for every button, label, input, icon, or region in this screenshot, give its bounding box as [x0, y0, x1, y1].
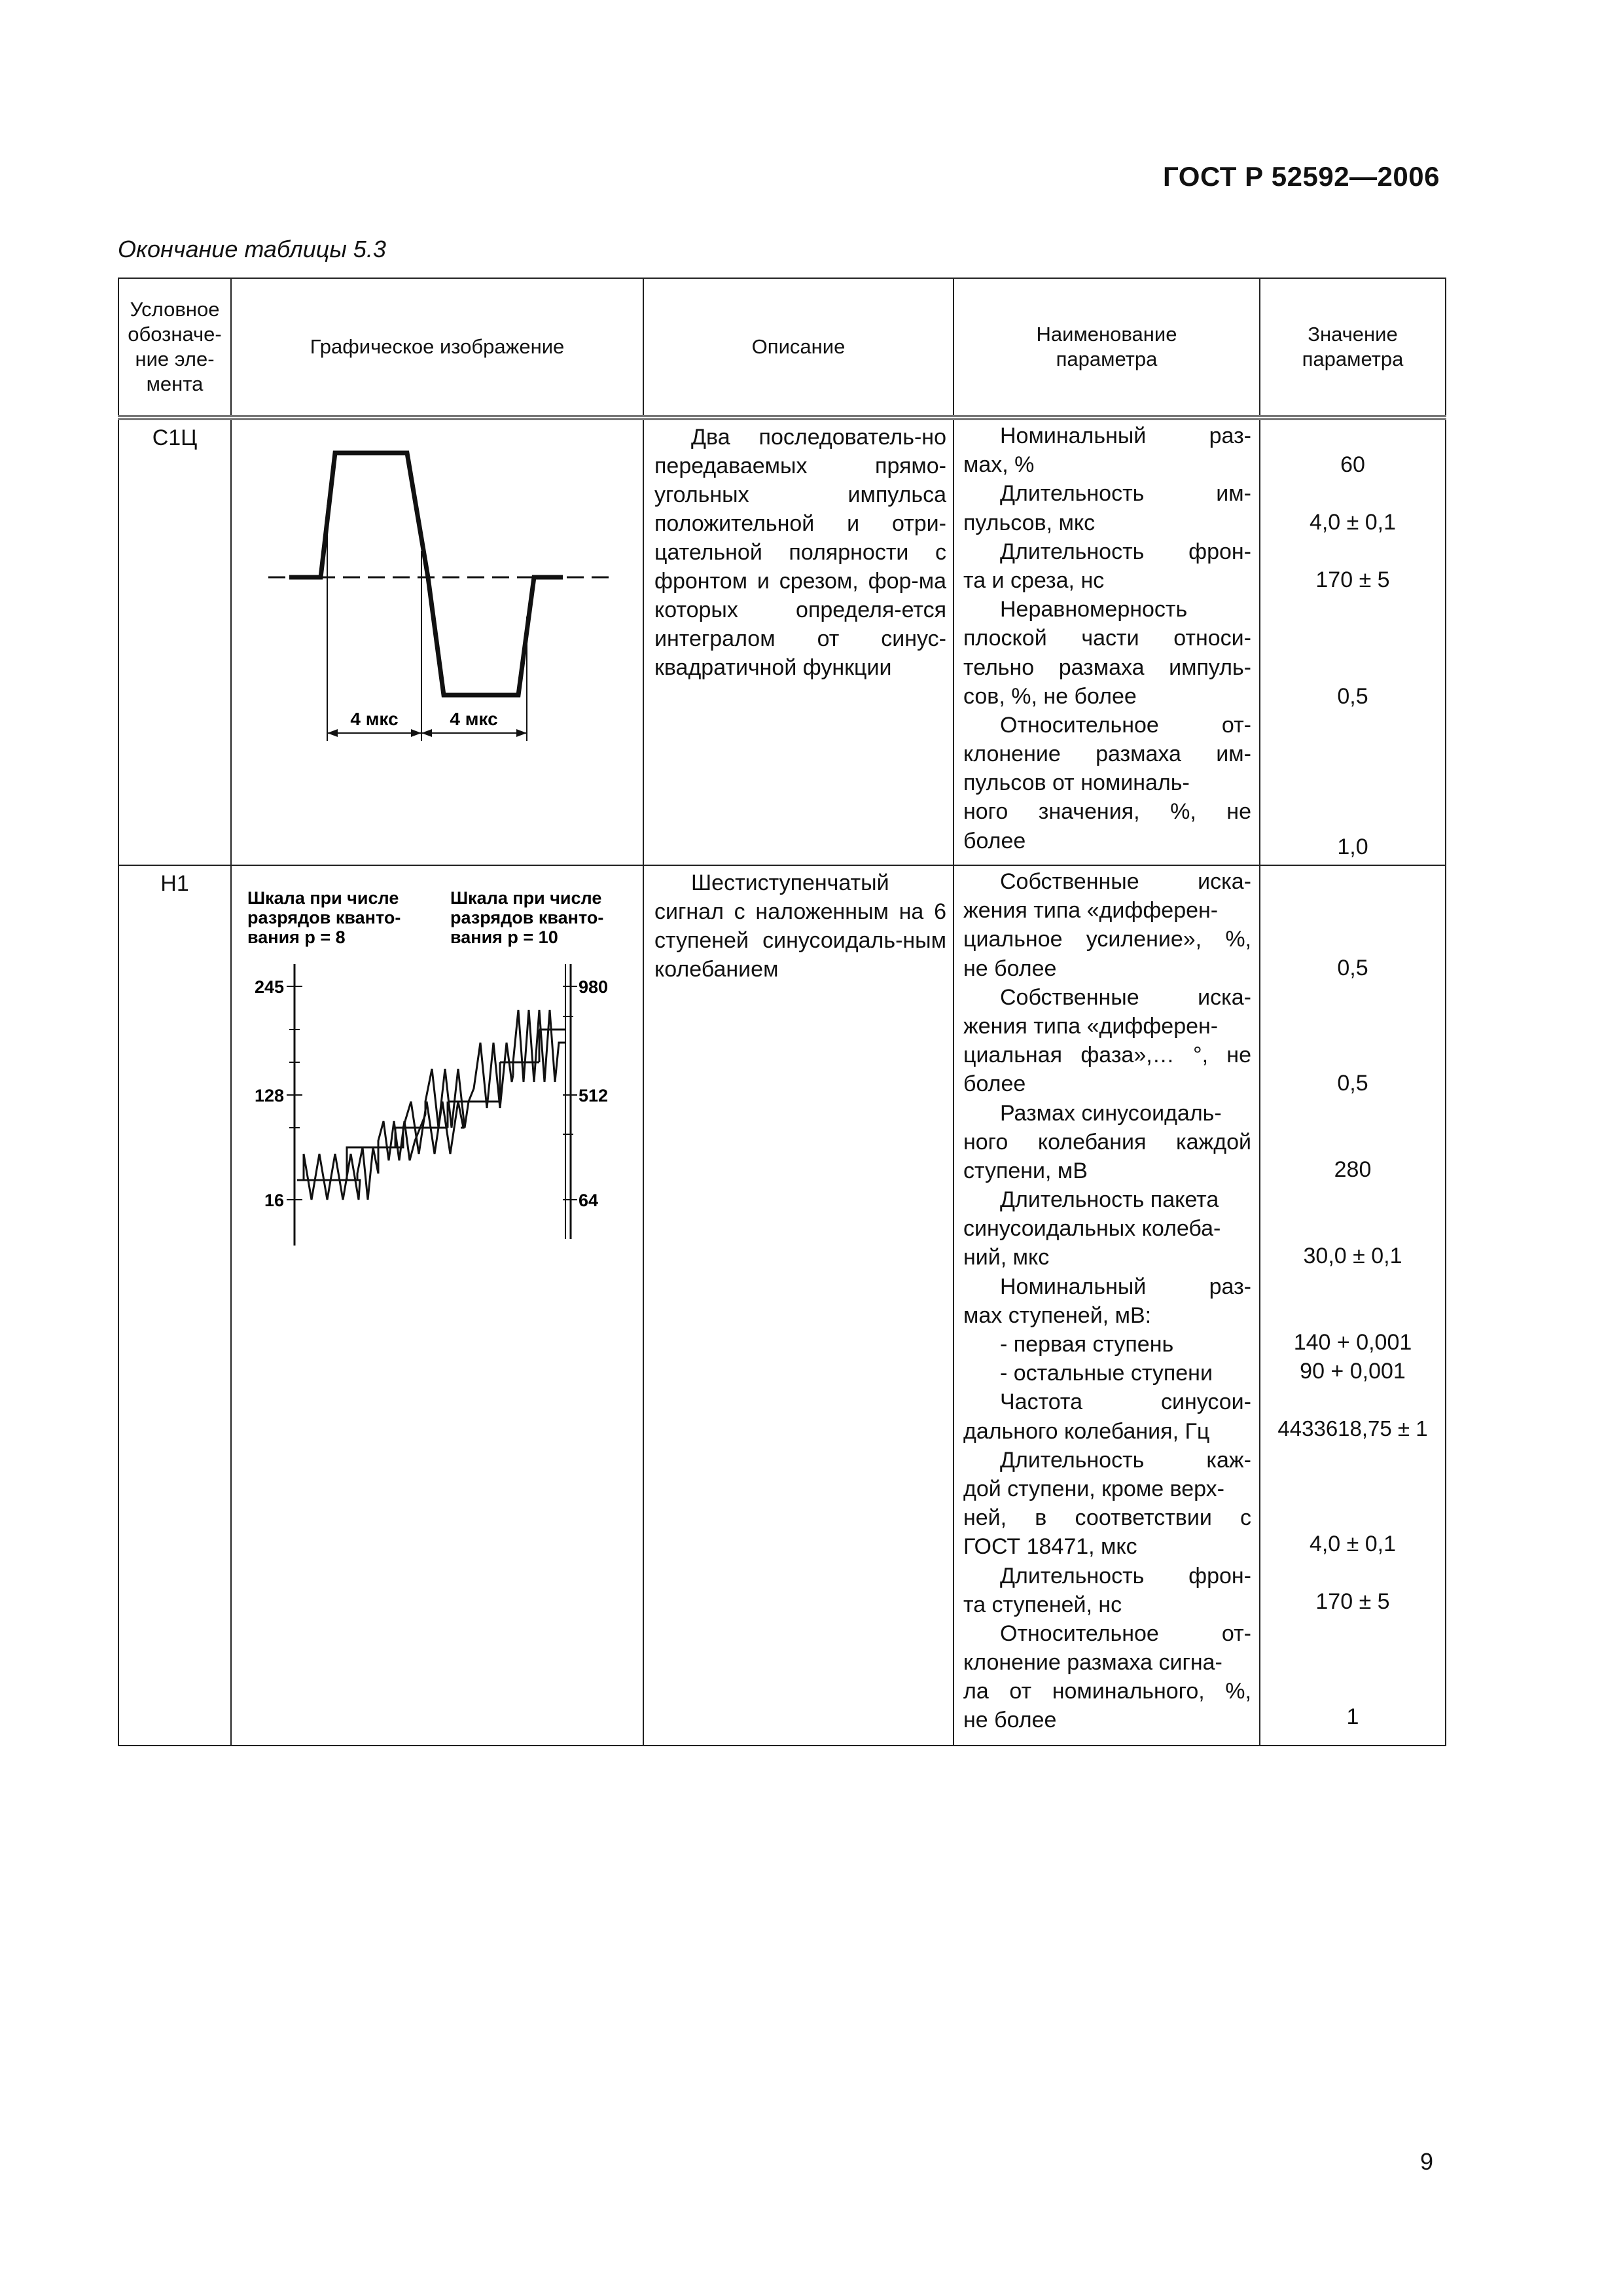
param-value: 1,0 [1337, 834, 1368, 859]
param-line: Собственные иска- [1000, 984, 1251, 1010]
param-value: 170 ± 5 [1315, 567, 1390, 592]
table-header-row [118, 278, 1446, 418]
staircase-signal-diagram [232, 866, 644, 1259]
param-line: Частота синусои- [1000, 1390, 1251, 1415]
param-line: плоской части относи- [963, 626, 1251, 651]
description-text: Шестиступенчатый сигнал с наложенным на 6 ступеней синусоидаль-ным колебанием [654, 870, 946, 982]
param-line: клонение размаха сигна- [963, 1650, 1222, 1676]
right-scale-title-line: Шкала при числе [450, 888, 602, 908]
param-line: Длительность им- [1000, 481, 1251, 507]
param-value: 0,5 [1337, 1071, 1368, 1096]
param-line: Номинальный раз- [1000, 423, 1251, 448]
pulse-duration-label-1: 4 мкс [350, 709, 399, 729]
right-tick-label: 512 [579, 1086, 609, 1105]
param-value: 140 + 0,001 [1293, 1330, 1412, 1355]
right-tick-label: 64 [579, 1191, 599, 1210]
col-header-value: Значение параметра [1260, 278, 1446, 418]
param-line: Длительность каж- [1000, 1447, 1251, 1473]
param-line: не более [963, 956, 1057, 981]
param-line: пульсов, мкс [963, 510, 1096, 535]
param-value: 0,5 [1337, 684, 1368, 709]
param-line: Размах синусоидаль- [1000, 1100, 1222, 1126]
left-tick-label: 245 [254, 977, 284, 997]
param-line: дой ступени, кроме верх- [963, 1476, 1224, 1501]
param-line: более [963, 1071, 1026, 1097]
pulse-duration-label-2: 4 мкс [450, 709, 498, 729]
param-line: ла от номинального, %, [963, 1679, 1251, 1704]
table-row [118, 865, 1446, 1746]
param-line: клонение размаха им- [963, 742, 1251, 767]
right-tick-label: 980 [579, 977, 609, 997]
param-line: - первая ступень [1000, 1332, 1174, 1357]
param-value: 60 [1340, 452, 1365, 477]
col-header-code: Условное обозначе- ние эле- мента [118, 278, 231, 418]
param-line: Неравномерность [1000, 597, 1188, 622]
parameters-table [118, 278, 1446, 1746]
param-line: ступени, мВ [963, 1158, 1088, 1183]
param-line: Относительное от- [1000, 1621, 1251, 1646]
page-number: 9 [1420, 2148, 1434, 2175]
param-value: 4433618,75 ± 1 [1277, 1416, 1428, 1441]
param-value: 4,0 ± 0,1 [1309, 510, 1397, 535]
element-code: С1Ц [118, 418, 231, 865]
param-line: Длительность фрон- [1000, 539, 1251, 564]
param-value: 90 + 0,001 [1300, 1359, 1406, 1384]
param-line: мах ступеней, мВ: [963, 1302, 1152, 1328]
param-value: 0,5 [1337, 956, 1368, 980]
param-line: ного колебания каждой [963, 1129, 1251, 1155]
param-line: более [963, 828, 1026, 853]
param-line: пульсов от номиналь- [963, 770, 1190, 796]
param-line: жения типа «дифферен- [963, 1013, 1219, 1039]
left-scale-title-line: разрядов кванто- [247, 908, 401, 927]
param-value: 30,0 ± 0,1 [1303, 1244, 1402, 1268]
description-cell [643, 865, 954, 1746]
bipolar-pulse-diagram [232, 420, 644, 861]
param-line: Собственные иска- [1000, 869, 1251, 894]
description-cell [643, 418, 954, 865]
param-line: та ступеней, нс [963, 1592, 1122, 1617]
param-line: ГОСТ 18471, мкс [963, 1534, 1137, 1560]
left-tick-label: 16 [264, 1191, 284, 1210]
col-header-figure: Графическое изображение [231, 278, 643, 418]
param-line: - остальные ступени [1000, 1361, 1213, 1386]
table-row [118, 418, 1446, 865]
left-scale-title-line: вания p = 8 [247, 927, 346, 947]
left-scale-title-line: Шкала при числе [247, 888, 399, 908]
document-id: ГОСТ Р 52592—2006 [1163, 161, 1440, 192]
left-tick-label: 128 [254, 1086, 284, 1105]
param-line: Длительность пакета [1000, 1187, 1219, 1213]
parameter-values-cell [1260, 865, 1446, 1746]
description-text: Два последователь-но передаваемых прямо-угольных импульса положительной и отри-цательной полярности с фронтом и срезом, фор-ма которых определя-ется интегралом от синус-квадратичной функции [654, 425, 946, 680]
table-caption: Окончание таблицы 5.3 [118, 236, 386, 262]
element-code: Н1 [118, 865, 231, 1746]
param-value: 170 ± 5 [1315, 1589, 1390, 1614]
right-scale-title-line: вания p = 10 [450, 927, 558, 947]
parameter-values-cell [1260, 418, 1446, 865]
param-line: синусоидальных колеба- [963, 1216, 1221, 1242]
param-line: жения типа «дифферен- [963, 898, 1219, 924]
param-line: ней, в соответствии с [963, 1505, 1251, 1531]
param-line: циальное усиление», %, [963, 927, 1251, 952]
param-line: Номинальный раз- [1000, 1274, 1251, 1299]
param-line: циальная фаза»,… °, не [963, 1043, 1251, 1068]
param-line: ного значения, %, не [963, 799, 1251, 825]
parameter-names-cell [954, 865, 1260, 1746]
param-line: та и среза, нс [963, 567, 1105, 593]
param-line: дального колебания, Гц [963, 1418, 1210, 1444]
param-line: мах, % [963, 452, 1035, 478]
param-line: не более [963, 1708, 1057, 1733]
col-header-parameter: Наименование параметра [954, 278, 1260, 418]
figure-cell [231, 865, 643, 1746]
param-value: 1 [1346, 1704, 1359, 1729]
col-header-description: Описание [643, 278, 954, 418]
param-line: тельно размаха импуль- [963, 655, 1251, 680]
param-line: сов, %, не более [963, 683, 1137, 709]
param-line: Относительное от- [1000, 712, 1251, 738]
parameter-names-cell [954, 418, 1260, 865]
param-value: 4,0 ± 0,1 [1309, 1532, 1397, 1556]
param-value: 280 [1334, 1157, 1372, 1182]
param-line: ний, мкс [963, 1245, 1050, 1270]
right-scale-title-line: разрядов кванто- [450, 908, 604, 927]
figure-cell [231, 418, 643, 865]
param-line: Длительность фрон- [1000, 1563, 1251, 1588]
